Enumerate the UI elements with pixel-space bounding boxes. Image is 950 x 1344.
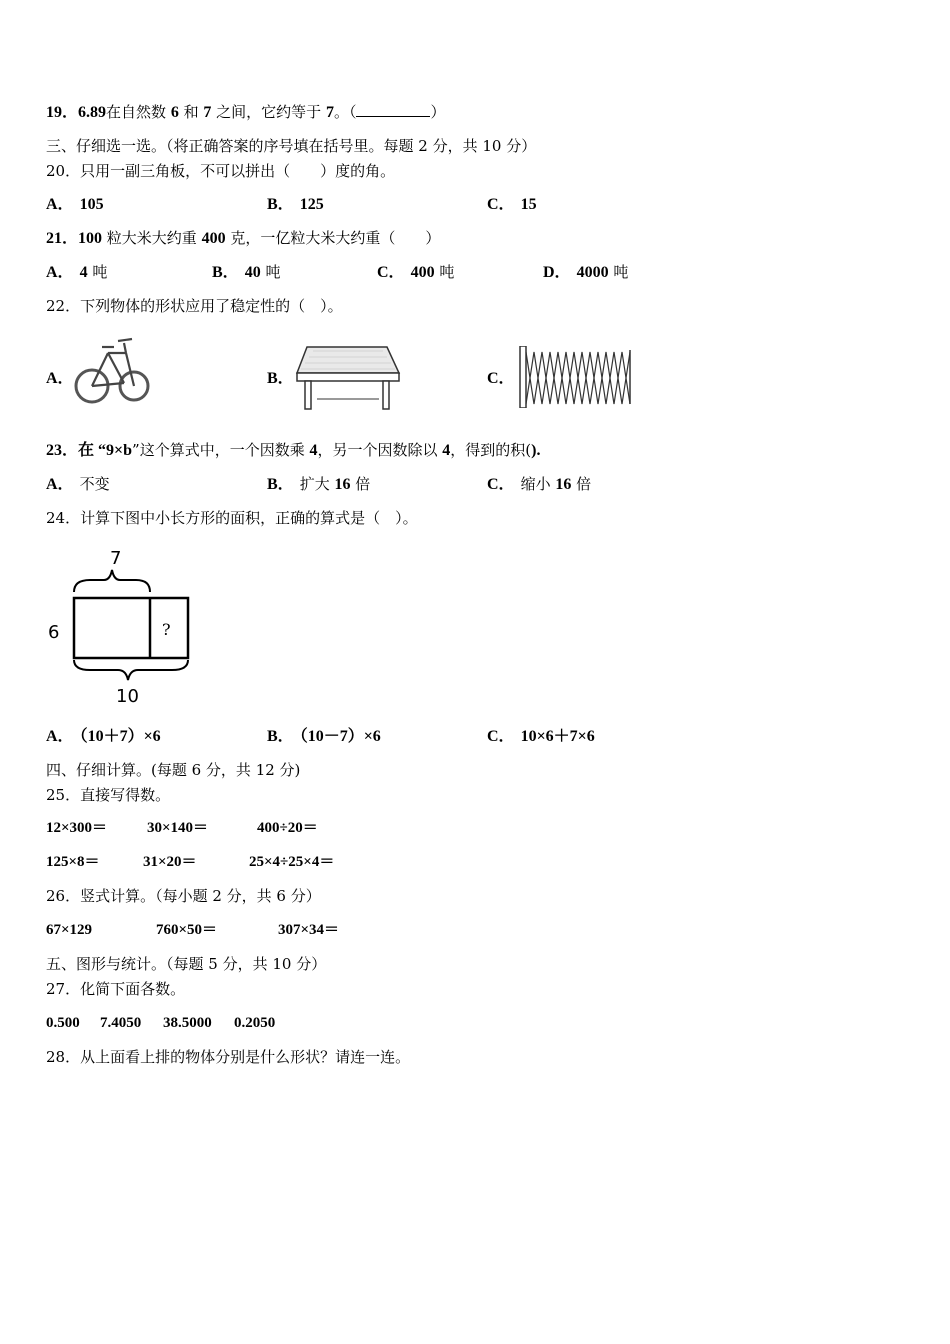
- q20-option-a[interactable]: A． 105: [46, 196, 104, 213]
- section-3-title: 三、仔细选一选。（将正确答案的序号填在括号里。每题 2 分，共 10 分）: [46, 137, 537, 155]
- q27-item: 0.500: [46, 1015, 80, 1031]
- q23-option-a[interactable]: A． 不变: [46, 475, 110, 493]
- q22-option-a[interactable]: A．: [46, 370, 74, 387]
- q20-option-c[interactable]: C． 15: [487, 196, 537, 213]
- q25-item: 400÷20＝: [257, 820, 318, 836]
- question-28-stem: 28．从上面看上排的物体分别是什么形状？请连一连。: [46, 1048, 411, 1066]
- q26-item: 760×50＝: [156, 922, 218, 938]
- q24-option-a[interactable]: A． （10＋7）×6: [46, 728, 161, 745]
- q21-option-b[interactable]: B． 40 吨: [212, 263, 281, 281]
- rectangle-figure: [40, 542, 200, 712]
- q25-item: 30×140＝: [147, 820, 209, 836]
- q27-item: 7.4050: [100, 1015, 142, 1031]
- question-24-stem: 24．计算下图中小长方形的面积，正确的算式是（ ）。: [46, 509, 418, 527]
- question-27-stem: 27．化简下面各数。: [46, 980, 186, 998]
- section-4-title: 四、仔细计算。(每题 6 分，共 12 分): [46, 761, 301, 779]
- q26-item: 307×34＝: [278, 922, 340, 938]
- table-icon: [293, 345, 401, 411]
- q21-option-c[interactable]: C． 400 吨: [377, 263, 455, 281]
- q24-option-b[interactable]: B． （10－7）×6: [267, 728, 381, 745]
- question-21-stem: 21．100 粒大米大约重 400 克，一亿粒大米大约重（ ）: [46, 229, 441, 247]
- q21-option-a[interactable]: A． 4 吨: [46, 263, 108, 281]
- bicycle-icon: [74, 331, 150, 409]
- figure-top-label: 7: [110, 548, 122, 569]
- q23-option-b[interactable]: B． 扩大 16 倍: [267, 475, 371, 493]
- answer-blank[interactable]: [356, 102, 430, 117]
- q22-option-b[interactable]: B．: [267, 370, 294, 387]
- figure-mark: ?: [162, 620, 171, 639]
- q26-item: 67×129: [46, 922, 93, 938]
- q20-option-b[interactable]: B． 125: [267, 196, 324, 213]
- q24-option-c[interactable]: C． 10×6＋7×6: [487, 728, 595, 745]
- q22-option-c[interactable]: C．: [487, 370, 515, 387]
- q25-item: 12×300＝: [46, 820, 108, 836]
- q27-item: 0.2050: [234, 1015, 276, 1031]
- question-19: 19．6.89在自然数 6 和 7 之间，它约等于 7。（ ）: [46, 103, 446, 121]
- question-25-stem: 25．直接写得数。: [46, 786, 171, 804]
- q25-item: 125×8＝: [46, 854, 100, 870]
- question-22-stem: 22．下列物体的形状应用了稳定性的（ ）。: [46, 297, 343, 315]
- section-5-title: 五、图形与统计。（每题 5 分，共 10 分）: [46, 955, 327, 973]
- q25-item: 25×4÷25×4＝: [249, 854, 335, 870]
- figure-bottom-label: 10: [116, 686, 139, 707]
- question-23-stem: 23．在 “9×b”这个算式中，一个因数乘 4，另一个因数除以 4，得到的积().: [46, 441, 541, 459]
- q23-option-c[interactable]: C． 缩小 16 倍: [487, 475, 592, 493]
- figure-left-label: 6: [48, 622, 60, 643]
- q27-item: 38.5000: [163, 1015, 212, 1031]
- q25-item: 31×20＝: [143, 854, 197, 870]
- q21-option-d[interactable]: D． 4000 吨: [543, 263, 629, 281]
- folding-gate-icon: [518, 346, 634, 408]
- question-20-stem: 20．只用一副三角板，不可以拼出（ ）度的角。: [46, 162, 396, 180]
- question-26-stem: 26．竖式计算。（每小题 2 分，共 6 分）: [46, 887, 321, 905]
